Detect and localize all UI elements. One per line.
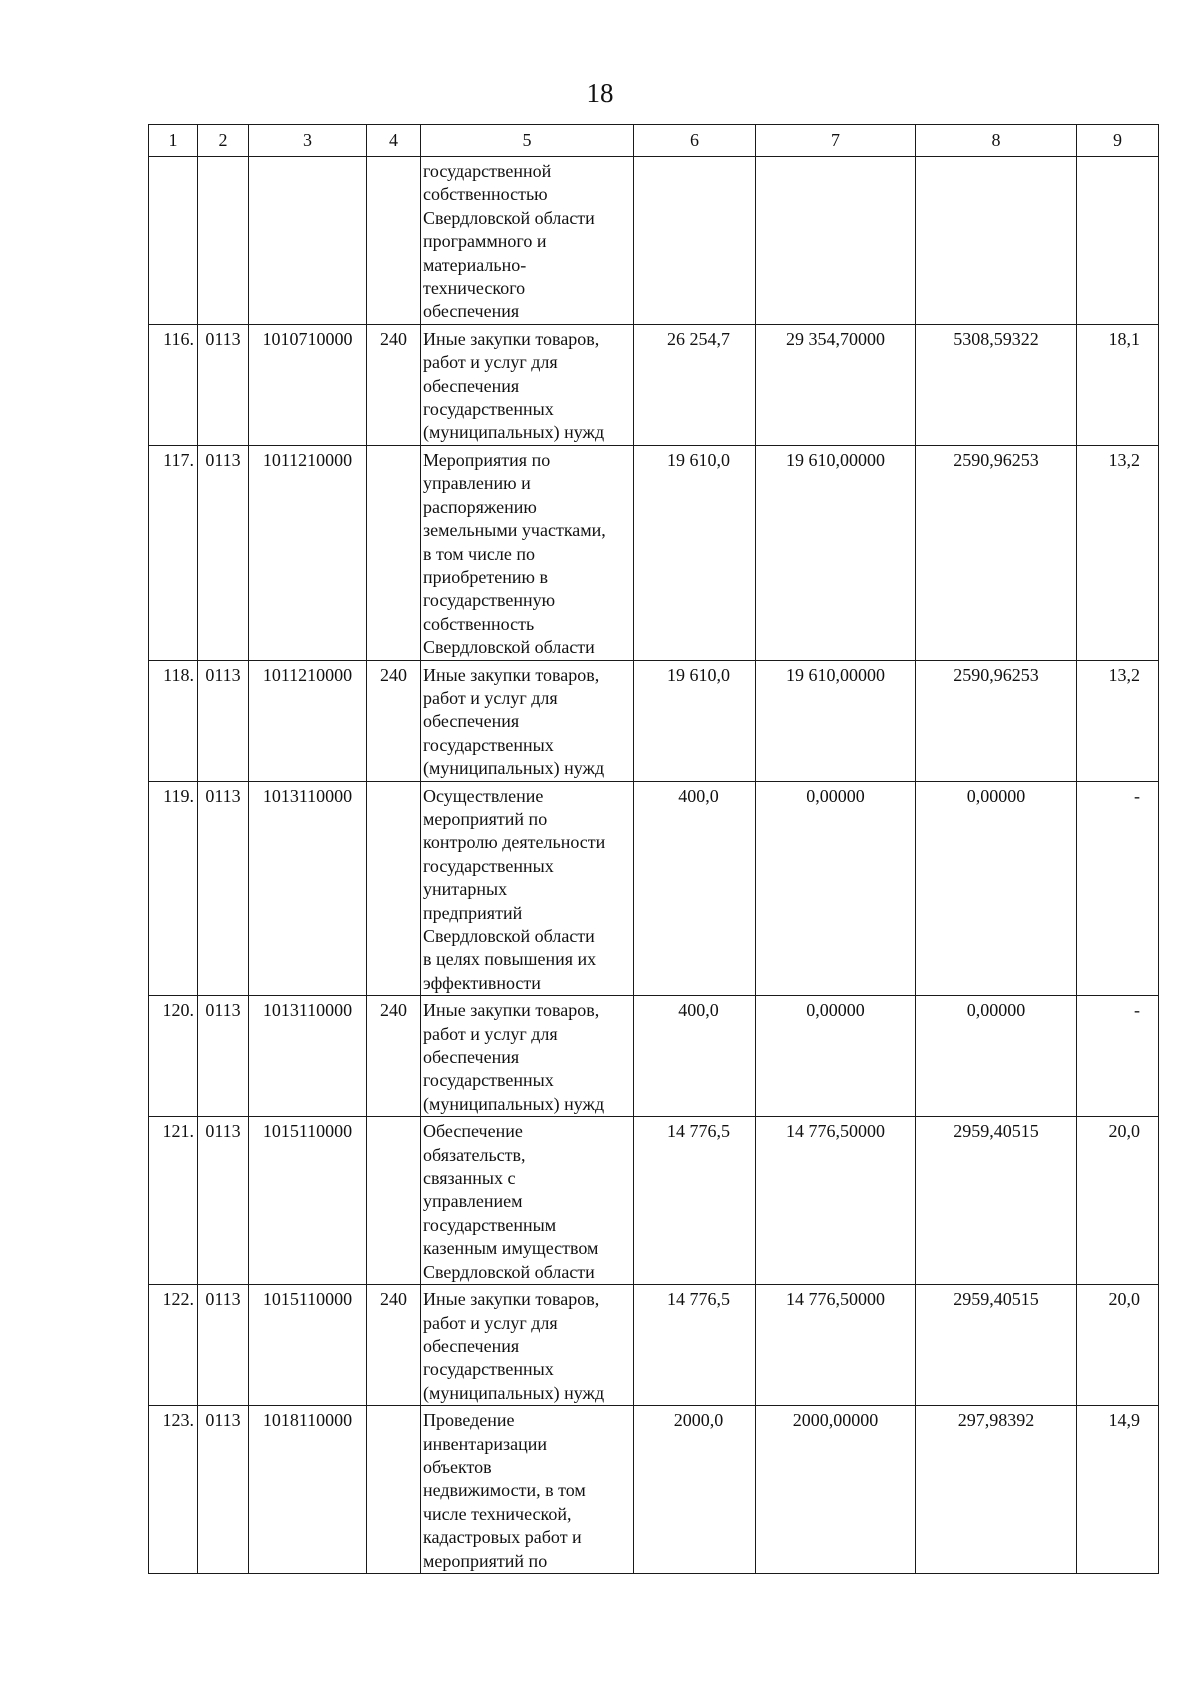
target-article-code: 1015110000 (262, 1121, 353, 1142)
execution-percent (1077, 157, 1158, 160)
executed-amount-cell (916, 324, 1077, 445)
item-name-line: (муниципальных) нужд (423, 758, 605, 779)
execution-percent-cell (1077, 157, 1159, 325)
executed-amount: 0,00000 (966, 785, 1026, 806)
execution-percent-cell (1077, 996, 1159, 1117)
expense-type-code-cell (367, 1406, 421, 1574)
section-code: 0113 (205, 1000, 241, 1021)
item-name-line: Иные закупки товаров, (423, 1289, 600, 1310)
execution-percent-cell (1077, 445, 1159, 660)
item-name-line: собственностью (423, 184, 548, 205)
section-code-cell (198, 1406, 249, 1574)
executed-amount-cell (916, 1117, 1077, 1285)
approved-amount: 14 776,5 (667, 1289, 730, 1310)
table-row (149, 781, 1159, 996)
budget-table (148, 124, 1159, 1574)
item-name-line: Иные закупки товаров, (423, 1000, 600, 1021)
item-name (421, 325, 633, 445)
item-name-cell (421, 324, 634, 445)
header-cell: 1 (149, 125, 198, 157)
header-cell: 2 (198, 125, 249, 157)
page-number: 18 (586, 78, 614, 108)
approved-amount: 400,0 (678, 785, 719, 806)
item-name-line: Свердловской области (423, 1261, 595, 1282)
row-number-cell (149, 445, 198, 660)
table-row (149, 1285, 1159, 1406)
section-code-cell (198, 445, 249, 660)
target-article-code: 1018110000 (262, 1410, 353, 1431)
item-name-line: обеспечения (423, 1335, 520, 1356)
item-name-line: обязательств, (423, 1144, 526, 1165)
execution-percent: 14,9 (1108, 1410, 1140, 1431)
expense-type-code: 240 (380, 1289, 407, 1310)
item-name-line: объектов (423, 1456, 492, 1477)
item-name-line: эффективности (423, 972, 541, 993)
expense-type-code (367, 446, 420, 449)
approved-amount-cell (634, 324, 756, 445)
item-name-line: в том числе по (423, 543, 535, 564)
item-name-line: недвижимости, в том (423, 1480, 586, 1501)
approved-amount (634, 157, 755, 160)
expense-type-code-cell (367, 445, 421, 660)
item-name-line: государственную (423, 590, 556, 611)
item-name-cell (421, 781, 634, 996)
item-name-line: кадастровых работ и (423, 1527, 582, 1548)
item-name-line: Свердловской области (423, 926, 595, 946)
approved-amount-cell (634, 781, 756, 996)
header-cell: 5 (421, 125, 634, 157)
item-name-line: обеспечения (423, 301, 520, 322)
item-name-line: Иные закупки товаров, (423, 328, 600, 349)
budget-allocation: 0,00000 (806, 1000, 865, 1021)
executed-amount: 2590,96253 (953, 664, 1039, 685)
approved-amount: 400,0 (678, 1000, 719, 1021)
approved-amount: 19 610,0 (667, 449, 730, 470)
header-cell: 6 (634, 125, 756, 157)
expense-type-code (367, 782, 420, 785)
section-code (198, 157, 248, 160)
item-name (421, 1406, 633, 1573)
target-article-code-cell (249, 324, 367, 445)
execution-percent: 20,0 (1108, 1121, 1140, 1142)
approved-amount-cell (634, 1406, 756, 1574)
item-name-line: государственных (423, 855, 554, 876)
item-name (421, 446, 633, 660)
header-cell: 3 (249, 125, 367, 157)
row-number: 117. (163, 449, 194, 470)
approved-amount-cell (634, 996, 756, 1117)
row-number-cell (149, 781, 198, 996)
item-name-line: обеспечения (423, 1047, 520, 1068)
item-name-line: Осуществление (423, 785, 544, 806)
section-code-cell (198, 1285, 249, 1406)
row-number: 119. (163, 785, 194, 806)
expense-type-code (367, 157, 420, 160)
executed-amount: 2959,40515 (953, 1289, 1039, 1310)
item-name (421, 1285, 633, 1405)
item-name-line: (муниципальных) нужд (423, 1093, 605, 1114)
row-number-cell (149, 157, 198, 325)
expense-type-code: 240 (380, 664, 407, 685)
item-name (421, 1117, 633, 1284)
item-name-line: обеспечения (423, 711, 520, 732)
table-row (149, 157, 1159, 325)
item-name-line: Обеспечение (423, 1121, 523, 1142)
expense-type-code: 240 (380, 328, 407, 349)
target-article-code-cell (249, 1117, 367, 1285)
table-row (149, 445, 1159, 660)
executed-amount-cell (916, 157, 1077, 325)
execution-percent: - (1134, 785, 1140, 806)
item-name-line: работ и услуг для (423, 1312, 558, 1333)
section-code-cell (198, 781, 249, 996)
item-name-line: управлением (423, 1191, 523, 1212)
budget-allocation: 2000,00000 (792, 1410, 879, 1431)
item-name-line: обеспечения (423, 375, 520, 396)
execution-percent: - (1134, 1000, 1140, 1021)
expense-type-code-cell (367, 660, 421, 781)
executed-amount: 5308,59322 (953, 328, 1039, 349)
execution-percent: 13,2 (1108, 664, 1140, 685)
header-cell: 4 (367, 125, 421, 157)
item-name (421, 661, 633, 781)
target-article-code: 1010710000 (262, 328, 353, 349)
item-name-line: мероприятий по (423, 1550, 548, 1571)
target-article-code (249, 157, 366, 160)
target-article-code-cell (249, 1406, 367, 1574)
item-name-line: государственных (423, 399, 554, 420)
approved-amount-cell (634, 1285, 756, 1406)
budget-allocation: 14 776,50000 (786, 1121, 885, 1142)
section-code-cell (198, 157, 249, 325)
row-number-cell (149, 1406, 198, 1574)
executed-amount: 2590,96253 (953, 449, 1039, 470)
item-name-line: государственных (423, 1359, 554, 1380)
approved-amount-cell (634, 157, 756, 325)
item-name-line: государственным (423, 1214, 557, 1235)
item-name-line: технического (423, 278, 526, 299)
approved-amount: 19 610,0 (667, 664, 730, 685)
section-code: 0113 (205, 785, 241, 806)
item-name-line: Мероприятия по (423, 449, 551, 470)
table-row (149, 996, 1159, 1117)
approved-amount: 2000,0 (673, 1410, 724, 1431)
item-name-line: собственность (423, 613, 535, 634)
row-number: 118. (163, 664, 194, 685)
budget-allocation: 19 610,00000 (786, 664, 885, 685)
table-row (149, 1406, 1159, 1574)
budget-allocation: 19 610,00000 (786, 449, 885, 470)
budget-allocation-cell (756, 1406, 916, 1574)
section-code: 0113 (205, 449, 241, 470)
budget-allocation-cell (756, 1117, 916, 1285)
executed-amount-cell (916, 996, 1077, 1117)
budget-allocation: 0,00000 (806, 785, 865, 806)
item-name-cell (421, 996, 634, 1117)
item-name-line: предприятий (423, 902, 523, 923)
table-row (149, 1117, 1159, 1285)
target-article-code: 1015110000 (262, 1289, 353, 1310)
row-number: 116. (163, 328, 194, 349)
expense-type-code-cell (367, 781, 421, 996)
execution-percent-cell (1077, 660, 1159, 781)
item-name-line: государственной (423, 161, 552, 181)
section-code: 0113 (205, 1410, 241, 1431)
expense-type-code (367, 1117, 420, 1120)
executed-amount: 0,00000 (966, 1000, 1026, 1021)
item-name-line: контролю деятельности (423, 832, 606, 853)
target-article-code: 1011210000 (262, 664, 353, 685)
approved-amount-cell (634, 445, 756, 660)
row-number-cell (149, 1285, 198, 1406)
item-name-line: казенным имуществом (423, 1238, 599, 1259)
item-name (421, 782, 633, 996)
executed-amount-cell (916, 445, 1077, 660)
executed-amount-cell (916, 781, 1077, 996)
item-name-line: Свердловской области (423, 637, 595, 658)
expense-type-code-cell (367, 324, 421, 445)
section-code: 0113 (205, 664, 241, 685)
item-name-line: Иные закупки товаров, (423, 664, 600, 685)
executed-amount-cell (916, 660, 1077, 781)
item-name-line: инвентаризации (423, 1433, 547, 1454)
section-code: 0113 (205, 328, 241, 349)
budget-allocation-cell (756, 1285, 916, 1406)
budget-allocation-cell (756, 445, 916, 660)
executed-amount-cell (916, 1406, 1077, 1574)
item-name-cell (421, 1117, 634, 1285)
budget-allocation-cell (756, 157, 916, 325)
header-cell: 8 (916, 125, 1077, 157)
target-article-code: 1013110000 (262, 785, 353, 806)
item-name-line: Проведение (423, 1410, 515, 1431)
budget-allocation (756, 157, 915, 160)
item-name-cell (421, 157, 634, 325)
execution-percent-cell (1077, 781, 1159, 996)
expense-type-code: 240 (380, 1000, 407, 1021)
budget-allocation: 14 776,50000 (786, 1289, 885, 1310)
budget-allocation-cell (756, 324, 916, 445)
budget-allocation-cell (756, 781, 916, 996)
target-article-code-cell (249, 996, 367, 1117)
item-name-line: унитарных (423, 879, 508, 900)
row-number (149, 157, 197, 160)
budget-allocation-cell (756, 996, 916, 1117)
target-article-code-cell (249, 660, 367, 781)
expense-type-code-cell (367, 1117, 421, 1285)
item-name-line: работ и услуг для (423, 352, 558, 373)
execution-percent-cell (1077, 1117, 1159, 1285)
approved-amount-cell (634, 660, 756, 781)
item-name-line: (муниципальных) нужд (423, 1382, 605, 1403)
item-name-cell (421, 660, 634, 781)
target-article-code-cell (249, 157, 367, 325)
row-number: 121. (162, 1121, 194, 1142)
target-article-code: 1013110000 (262, 1000, 353, 1021)
row-number: 123. (162, 1410, 194, 1431)
execution-percent-cell (1077, 1406, 1159, 1574)
execution-percent-cell (1077, 1285, 1159, 1406)
execution-percent: 20,0 (1108, 1289, 1140, 1310)
item-name-line: работ и услуг для (423, 687, 558, 708)
section-code-cell (198, 324, 249, 445)
item-name-line: государственных (423, 1070, 554, 1091)
item-name-line: числе технической, (423, 1503, 572, 1524)
executed-amount-cell (916, 1285, 1077, 1406)
execution-percent: 18,1 (1108, 328, 1140, 349)
target-article-code-cell (249, 1285, 367, 1406)
item-name-line: управлению и (423, 473, 531, 494)
target-article-code: 1011210000 (262, 449, 353, 470)
executed-amount: 2959,40515 (953, 1121, 1039, 1142)
expense-type-code-cell (367, 157, 421, 325)
table-row (149, 324, 1159, 445)
item-name-cell (421, 1285, 634, 1406)
expense-type-code-cell (367, 996, 421, 1117)
section-code-cell (198, 660, 249, 781)
item-name-line: приобретению в (423, 566, 548, 587)
section-code: 0113 (205, 1289, 241, 1310)
row-number-cell (149, 660, 198, 781)
budget-allocation-cell (756, 660, 916, 781)
executed-amount (916, 157, 1076, 160)
section-code: 0113 (205, 1121, 241, 1142)
header-cell: 9 (1077, 125, 1159, 157)
budget-allocation: 29 354,70000 (786, 328, 885, 349)
approved-amount-cell (634, 1117, 756, 1285)
item-name-line: земельными участками, (423, 520, 606, 541)
expense-type-code-cell (367, 1285, 421, 1406)
expense-type-code (367, 1406, 420, 1409)
row-number: 120. (162, 1000, 194, 1021)
item-name-line: работ и услуг для (423, 1023, 558, 1044)
target-article-code-cell (249, 781, 367, 996)
header-cell: 7 (756, 125, 916, 157)
table-row (149, 660, 1159, 781)
item-name (421, 996, 633, 1116)
item-name-line: распоряжению (423, 496, 537, 517)
row-number-cell (149, 996, 198, 1117)
header-row (149, 125, 1159, 157)
row-number-cell (149, 324, 198, 445)
item-name-line: программного и (423, 231, 547, 252)
approved-amount: 26 254,7 (667, 328, 730, 349)
item-name-line: государственных (423, 734, 554, 755)
item-name (421, 157, 633, 324)
section-code-cell (198, 996, 249, 1117)
item-name-cell (421, 445, 634, 660)
item-name-line: мероприятий по (423, 808, 548, 829)
target-article-code-cell (249, 445, 367, 660)
item-name-line: в целях повышения их (423, 949, 597, 970)
row-number: 122. (162, 1289, 194, 1310)
item-name-line: Свердловской области (423, 207, 595, 228)
execution-percent-cell (1077, 324, 1159, 445)
section-code-cell (198, 1117, 249, 1285)
item-name-line: связанных с (423, 1168, 516, 1189)
executed-amount: 297,98392 (957, 1410, 1035, 1431)
execution-percent: 13,2 (1108, 449, 1140, 470)
approved-amount: 14 776,5 (667, 1121, 730, 1142)
item-name-line: (муниципальных) нужд (423, 422, 605, 443)
row-number-cell (149, 1117, 198, 1285)
item-name-line: материально- (423, 254, 527, 275)
item-name-cell (421, 1406, 634, 1574)
